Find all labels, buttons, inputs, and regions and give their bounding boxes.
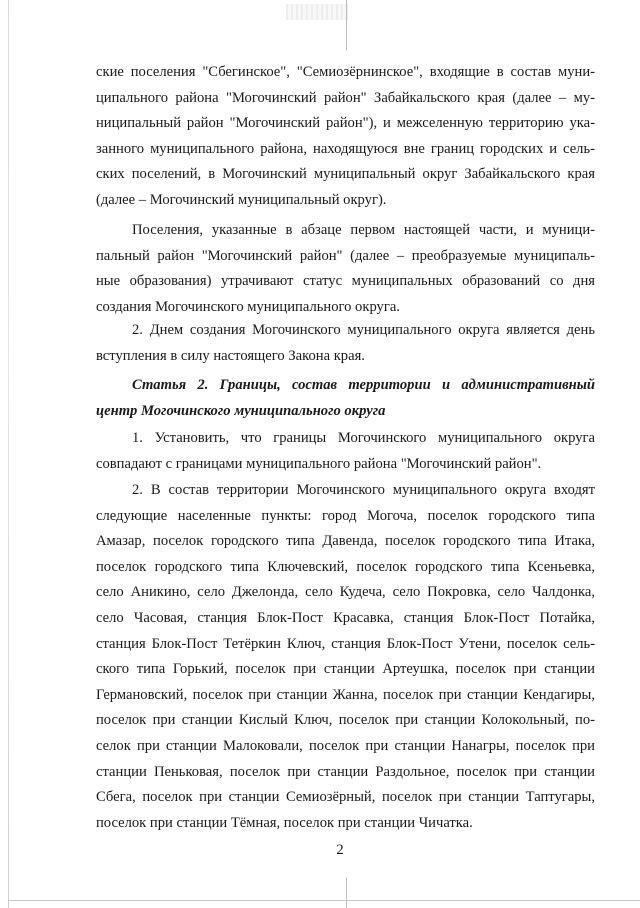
- scan-artifact-top: [286, 4, 348, 20]
- text-line: Поселения, указанные в абзаце первом настоящей части, и муници-: [132, 222, 595, 238]
- text-line: ниципальный район "Могочинский район"), и межселенную территорию ука-: [96, 115, 595, 132]
- paragraph-1: [96, 60, 595, 214]
- text-line: село Аникино, село Джелонда, село Кудеча, село Покровка, село Чалдонка,: [96, 584, 595, 601]
- text-line: Германовский, поселок при станции Жанна, поселок при станции Кендагиры,: [96, 686, 595, 703]
- text-line: ских поселений, в Могочинский муниципальный округ Забайкальского края: [96, 166, 595, 183]
- text-line: ципального района "Могочинский район" Забайкальского края (далее – му-: [96, 89, 595, 106]
- text-line: село Часовая, станция Блок-Пост Красавка, станция Блок-Пост Потайка,: [96, 609, 595, 626]
- text-line: ские поселения "Сбегинское", "Семиозёрнинское", входящие в состав муни-: [96, 64, 595, 80]
- paragraph-3: [96, 318, 595, 369]
- article-heading: [96, 373, 595, 424]
- text-line: Сбега, поселок при станции Семиозёрный, поселок при станции Таптугары,: [96, 789, 595, 806]
- heading-line: Статья 2. Границы, состав территории и административный: [132, 377, 595, 393]
- scan-fold-line-top: [346, 0, 347, 50]
- text-line: поселок при станции Тёмная, поселок при станции Чичатка.: [96, 814, 473, 831]
- text-line: 2. В состав территории Могочинского муниципального округа входят: [132, 482, 595, 498]
- text-line: селок при станции Малоковали, поселок при станции Нанагры, поселок при: [96, 737, 595, 754]
- paragraph-2: [96, 218, 595, 320]
- text-line: вступления в силу настоящего Закона края.: [96, 347, 365, 364]
- page-number: 2: [336, 842, 344, 858]
- text-line: создания Могочинского муниципального округа.: [96, 298, 400, 315]
- text-line: совпадают с границами муниципального района "Могочинский район".: [96, 455, 542, 472]
- text-line: 2. Днем создания Могочинского муниципального округа является день: [132, 322, 595, 338]
- paragraph-4: [96, 426, 595, 477]
- scan-edge-bottom: [8, 900, 640, 901]
- text-line: 1. Установить, что границы Могочинского муниципального округа: [132, 430, 595, 446]
- text-line: станция Блок-Пост Тетёркин Ключ, станция Блок-Пост Утени, поселок сель-: [96, 635, 595, 652]
- text-line: (далее – Могочинский муниципальный округ).: [96, 191, 387, 208]
- scan-edge-left: [8, 0, 9, 908]
- text-line: поселок при станции Кислый Ключ, поселок при станции Колокольный, по-: [96, 712, 595, 729]
- text-line: Амазар, поселок городского типа Давенда, поселок городского типа Итака,: [96, 533, 595, 550]
- text-line: станции Пеньковая, поселок при станции Раздольное, поселок при станции: [96, 763, 595, 780]
- heading-line: центр Могочинского муниципального округа: [96, 402, 386, 419]
- text-line: пальный район "Могочинский район" (далее – преобразуемые муниципаль-: [96, 247, 595, 264]
- text-line: поселок городского типа Ключевский, поселок городского типа Ксеньевка,: [96, 558, 595, 575]
- text-line: ные образования) утрачивают статус муниципальных образований со дня: [96, 273, 595, 290]
- paragraph-5: [96, 478, 595, 836]
- text-line: ского типа Горький, поселок при станции Артеушка, поселок при станции: [96, 661, 595, 678]
- scan-fold-line-bottom: [346, 878, 347, 908]
- text-line: следующие населенные пункты: город Могоча, поселок городского типа: [96, 507, 595, 524]
- text-line: занного муниципального района, находящуюся вне границ городских и сель-: [96, 140, 595, 157]
